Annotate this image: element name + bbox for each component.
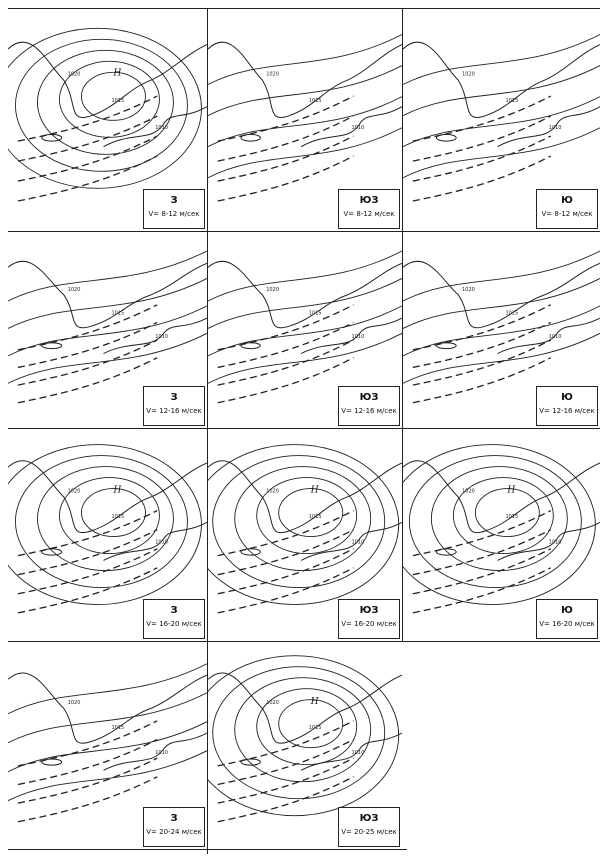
isobar [403,35,600,85]
isobar-label: 1010 [548,124,562,131]
current-streamline [18,358,157,403]
current-streamline [413,116,551,161]
pressure-centre-label: H [113,485,122,496]
pressure-centre-label: H [113,68,122,79]
isobar-label: 1020 [462,71,475,78]
coastline [208,261,402,328]
current-streamline [18,116,157,161]
isobar [208,278,402,328]
isobar-label: 1015 [111,724,125,731]
wind-speed-label: V= 12-16 м/сек [341,407,397,415]
current-streamline [413,358,551,403]
current-streamline [218,511,354,556]
isobar [8,664,207,714]
isobar-label: 1010 [351,333,365,340]
isobar [8,251,207,301]
map-panel [208,642,402,849]
isobar-label: 1015 [308,98,322,105]
map-panel [403,232,600,428]
wind-direction-label: З [170,392,178,403]
isobar-label: 1020 [67,71,81,78]
current-streamline [18,511,157,556]
wind-legend-box [536,189,598,229]
wind-speed-label: V= 20-24 м/сек [146,828,202,836]
pressure-centre-label: H [310,697,319,708]
isobar [8,333,207,383]
coastline [403,461,600,533]
isobar [208,333,402,383]
wind-direction-label: З [170,605,178,616]
map-panel [208,429,402,641]
map-panel [8,232,207,428]
isobar-label: 1020 [266,286,279,293]
isobar-label: 1020 [462,488,475,495]
map-panel [403,9,600,231]
isobar [403,251,600,301]
current-streamline [218,156,354,201]
current-streamline [218,116,354,161]
isobar [403,278,600,328]
current-streamline [18,156,157,201]
isobar [208,35,402,85]
current-streamline [413,96,551,141]
wind-direction-label: З [170,195,178,206]
map-panel [208,9,402,231]
wind-speed-label: V= 20-25 м/сек [341,828,397,836]
isobar [279,489,343,537]
isobar-label: 1010 [155,333,168,340]
wind-direction-label: Ю [561,392,573,403]
wind-speed-label: V= 16-20 м/сек [341,620,397,628]
wind-legend-box [143,599,205,639]
current-streamline [18,530,157,575]
isobar-label: 1020 [462,286,475,293]
isobar-label: 1015 [505,310,519,317]
wind-legend-box [536,386,598,426]
current-streamline [218,568,354,613]
isobar [15,456,187,588]
isobar [8,306,207,356]
wind-speed-label: V= 16-20 м/сек [539,620,595,628]
isobar-label: 1015 [308,514,322,521]
isobar-label: 1020 [266,71,279,78]
wind-speed-label: V= 8-12 м/сек [541,210,593,218]
map-panel [8,642,207,849]
isobar [8,693,207,743]
isobar-label: 1015 [111,514,125,521]
isobar-label: 1020 [266,488,279,495]
isobar [208,306,402,356]
current-streamline [218,136,354,181]
isobar [8,751,207,801]
current-streamline [218,758,354,803]
wind-speed-label: V= 8-12 м/сек [343,210,395,218]
isobar [81,72,145,120]
current-streamline [413,136,551,181]
wind-legend-box [536,599,598,639]
map-panel [403,429,600,641]
current-streamline [413,340,551,385]
isobar-label: 1010 [548,539,562,546]
wind-legend-box [143,189,205,229]
isobar [15,39,187,171]
isobar-label: 1015 [308,310,322,317]
isobar-label: 1010 [351,124,365,131]
coastline [8,673,207,743]
wind-direction-label: ЮЗ [359,605,379,616]
isobar [403,306,600,356]
coastline [403,42,600,117]
current-streamline [18,340,157,385]
isobar [475,489,539,537]
current-streamline [18,739,157,784]
wind-speed-label: V= 12-16 м/сек [146,407,202,415]
isobar-label: 1015 [111,310,125,317]
wind-legend-box [338,807,400,847]
map-panel [208,232,402,428]
isobar-label: 1010 [155,539,168,546]
isobar-label: 1015 [308,724,322,731]
isobar-label: 1020 [67,286,81,293]
isobar-label: 1010 [351,749,365,756]
isobar-label: 1010 [548,333,562,340]
current-streamline [218,358,354,403]
isobar-label: 1010 [155,749,168,756]
current-streamline [18,96,157,141]
coastline [8,261,207,328]
isobar-label: 1020 [266,700,279,707]
isobar [213,456,385,588]
wind-direction-label: Ю [561,605,573,616]
current-streamline [413,568,551,613]
current-streamline [18,721,157,766]
wind-speed-label: V= 8-12 м/сек [148,210,200,218]
wind-speed-label: V= 12-16 м/сек [539,407,595,415]
isobar [213,667,385,799]
wind-legend-box [338,189,400,229]
wind-legend-box [143,386,205,426]
current-streamline [218,340,354,385]
pressure-centre-label: H [507,485,516,496]
isobar [8,278,207,328]
coastline [208,42,402,117]
coastline [403,261,600,328]
isobar [235,678,371,782]
current-streamline [18,777,157,822]
isobar-label: 1015 [111,98,125,105]
isobar [8,722,207,772]
pressure-centre-label: H [310,485,319,496]
isobar-label: 1020 [67,700,81,707]
wind-direction-label: ЮЗ [359,392,379,403]
isobar-label: 1010 [155,124,168,131]
wind-direction-label: Ю [561,195,573,206]
grid-divider [8,849,407,850]
wind-legend-box [338,599,400,639]
wind-speed-label: V= 16-20 м/сек [146,620,202,628]
isobar [409,456,581,588]
map-panel [8,429,207,641]
isobar-label: 1020 [67,488,81,495]
wind-direction-label: З [170,813,178,824]
isobar-label: 1010 [351,539,365,546]
wind-direction-label: ЮЗ [359,813,379,824]
map-panel [8,9,207,231]
wind-legend-box [338,386,400,426]
isobar [403,333,600,383]
current-streamline [218,96,354,141]
current-streamline [413,156,551,201]
wind-legend-box [143,807,205,847]
isobar-label: 1015 [505,514,519,521]
isobar [208,251,402,301]
isobar [8,28,201,188]
isobar-label: 1015 [505,98,519,105]
wind-direction-label: ЮЗ [359,195,379,206]
